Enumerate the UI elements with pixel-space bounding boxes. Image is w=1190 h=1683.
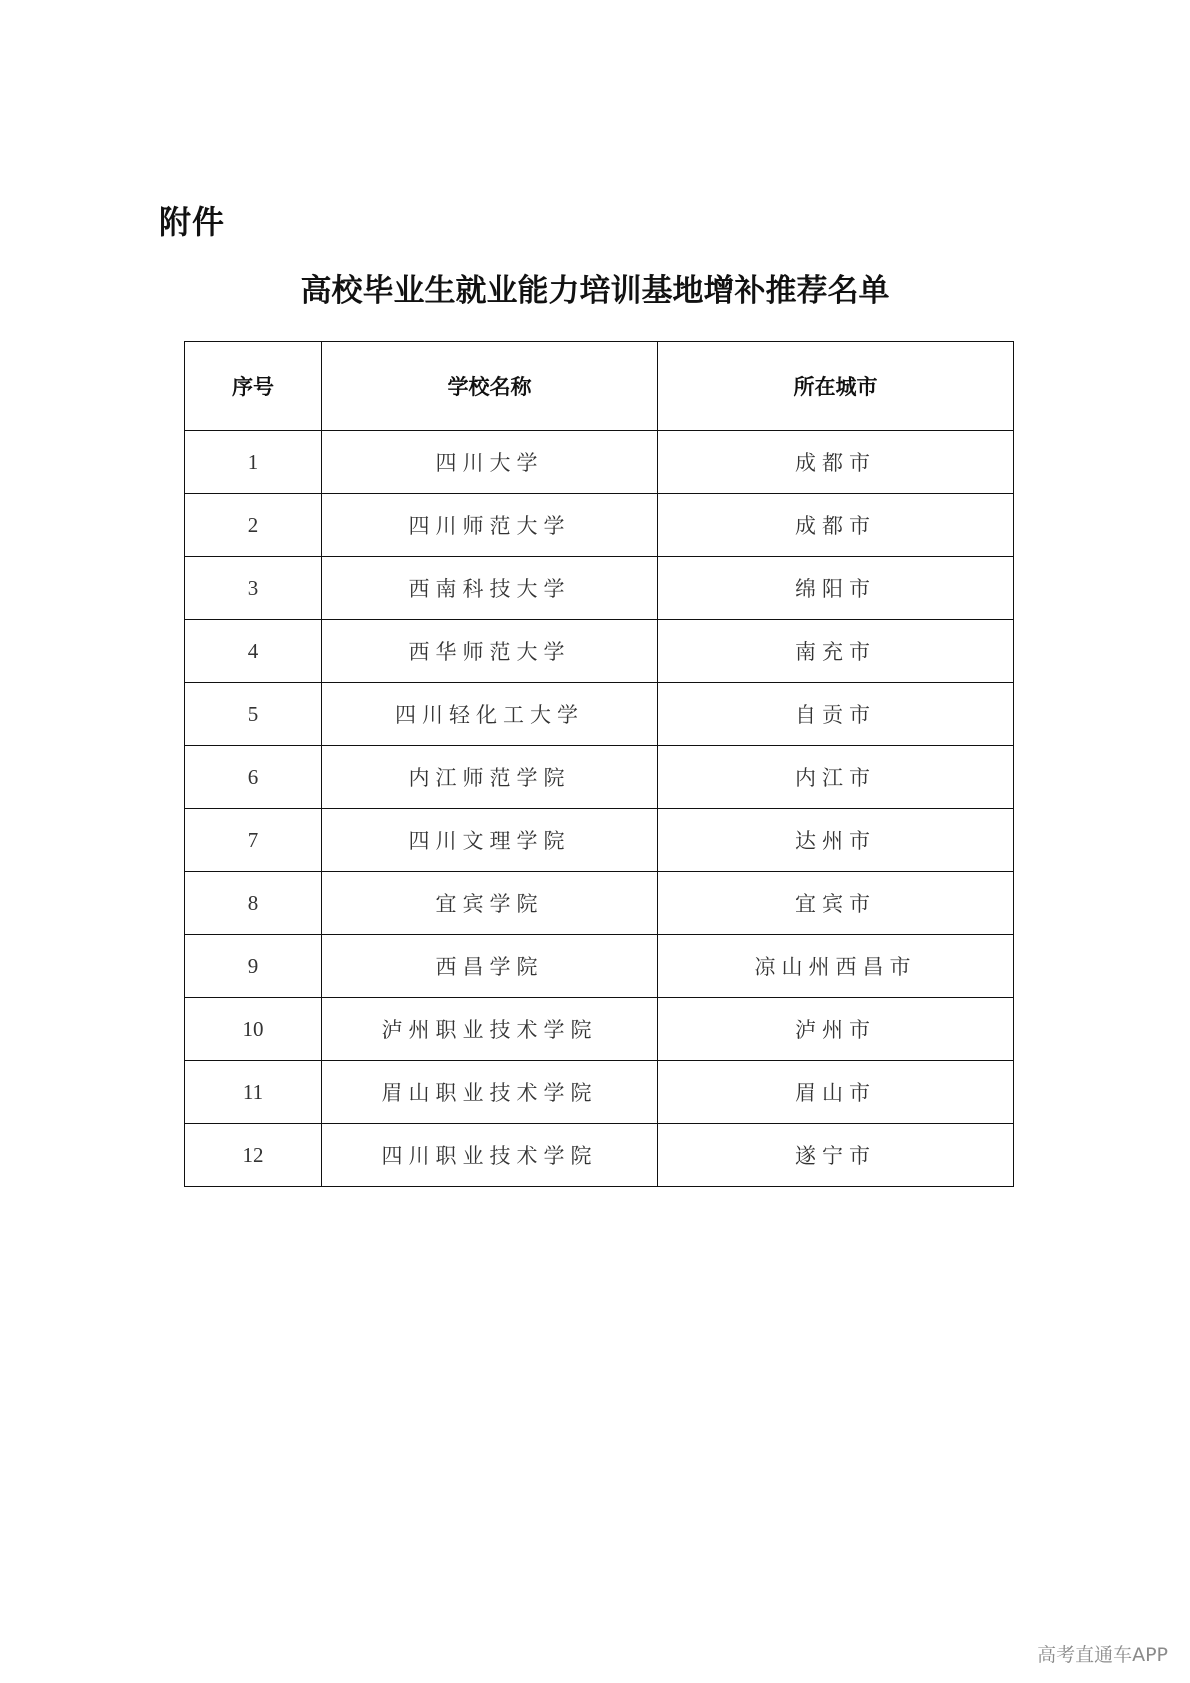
table-row: [185, 872, 1014, 935]
row-index: 5: [185, 683, 322, 746]
header-school-name: 学校名称: [322, 342, 658, 431]
row-school: 四川文理学院: [322, 809, 658, 872]
table-row: [185, 746, 1014, 809]
row-school: 泸州职业技术学院: [322, 998, 658, 1061]
row-city: 成都市: [658, 494, 1014, 557]
document-title: 高校毕业生就业能力培训基地增补推荐名单: [300, 273, 890, 309]
row-index: 11: [185, 1061, 322, 1124]
table-row: [185, 620, 1014, 683]
table-row: [185, 494, 1014, 557]
row-school: 宜宾学院: [322, 872, 658, 935]
row-city: 南充市: [658, 620, 1014, 683]
row-city: 自贡市: [658, 683, 1014, 746]
row-index: 7: [185, 809, 322, 872]
row-index: 8: [185, 872, 322, 935]
row-city: 遂宁市: [658, 1124, 1014, 1187]
row-school: 西华师范大学: [322, 620, 658, 683]
row-school: 四川轻化工大学: [322, 683, 658, 746]
row-index: 3: [185, 557, 322, 620]
row-school: 内江师范学院: [322, 746, 658, 809]
table-row: [185, 935, 1014, 998]
table-header-row: [185, 342, 1014, 431]
table-row: [185, 809, 1014, 872]
row-city: 达州市: [658, 809, 1014, 872]
watermark: 高考直通车APP: [1037, 1644, 1168, 1666]
header-index: 序号: [185, 342, 322, 431]
recommendation-table: [184, 341, 1014, 1187]
row-city: 成都市: [658, 431, 1014, 494]
row-city: 凉山州西昌市: [658, 935, 1014, 998]
row-school: 西南科技大学: [322, 557, 658, 620]
table-row: [185, 683, 1014, 746]
row-index: 10: [185, 998, 322, 1061]
table-row: [185, 431, 1014, 494]
table-row: [185, 1124, 1014, 1187]
row-index: 4: [185, 620, 322, 683]
attachment-label: 附件: [159, 203, 226, 241]
row-school: 四川大学: [322, 431, 658, 494]
row-school: 四川职业技术学院: [322, 1124, 658, 1187]
table-row: [185, 557, 1014, 620]
row-school: 四川师范大学: [322, 494, 658, 557]
row-city: 内江市: [658, 746, 1014, 809]
table-row: [185, 1061, 1014, 1124]
row-city: 眉山市: [658, 1061, 1014, 1124]
row-index: 9: [185, 935, 322, 998]
row-city: 绵阳市: [658, 557, 1014, 620]
row-index: 2: [185, 494, 322, 557]
row-city: 泸州市: [658, 998, 1014, 1061]
row-index: 1: [185, 431, 322, 494]
row-school: 眉山职业技术学院: [322, 1061, 658, 1124]
row-index: 6: [185, 746, 322, 809]
row-index: 12: [185, 1124, 322, 1187]
row-school: 西昌学院: [322, 935, 658, 998]
row-city: 宜宾市: [658, 872, 1014, 935]
table-row: [185, 998, 1014, 1061]
header-city: 所在城市: [658, 342, 1014, 431]
